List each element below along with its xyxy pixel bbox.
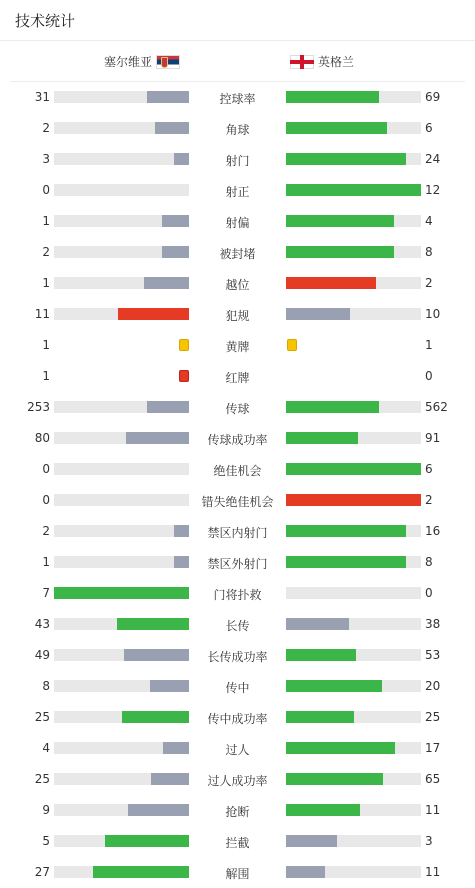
yellow-card-icon <box>179 339 189 351</box>
stat-label: 抢断 <box>225 805 250 819</box>
stat-label: 越位 <box>225 278 250 292</box>
home-stat-track <box>54 401 189 413</box>
away-stat-value: 20 <box>425 679 441 693</box>
stat-label: 禁区内射门 <box>207 526 268 540</box>
away-stat-track <box>286 308 421 320</box>
away-stat-track <box>286 432 421 444</box>
stat-label: 被封堵 <box>219 247 256 261</box>
away-stat-track <box>286 587 421 599</box>
stat-row <box>0 609 475 640</box>
away-stat-value: 65 <box>425 772 441 786</box>
away-stat-value: 16 <box>425 524 441 538</box>
away-stat-bar <box>286 91 379 103</box>
stat-row <box>0 795 475 826</box>
away-stat-track <box>286 835 421 847</box>
stat-row <box>0 857 475 888</box>
home-stat-track <box>54 246 189 258</box>
away-stat-value: 53 <box>425 648 441 662</box>
away-stat-bar <box>286 835 337 847</box>
home-stat-bar <box>162 246 189 258</box>
stat-row <box>0 516 475 547</box>
stat-row <box>0 485 475 516</box>
home-stat-value: 2 <box>42 121 50 135</box>
stats-header <box>0 0 475 41</box>
home-stat-value: 9 <box>42 803 50 817</box>
home-stat-bar <box>124 649 189 661</box>
away-stat-value: 4 <box>425 214 433 228</box>
away-stat-track <box>286 215 421 227</box>
stat-row <box>0 764 475 795</box>
away-stat-track <box>286 494 421 506</box>
home-stat-bar <box>174 556 189 568</box>
stat-row <box>0 454 475 485</box>
home-stat-bar <box>150 680 189 692</box>
away-stat-bar <box>286 804 360 816</box>
home-stat-value: 7 <box>42 586 50 600</box>
home-stat-track <box>54 277 189 289</box>
stat-label: 传球 <box>225 402 250 416</box>
stat-label: 解围 <box>225 867 250 881</box>
away-stat-bar <box>286 153 406 165</box>
home-stat-track <box>54 649 189 661</box>
stat-row <box>0 237 475 268</box>
stats-list <box>0 82 475 888</box>
away-stat-bar <box>286 184 421 196</box>
away-stat-value: 562 <box>425 400 448 414</box>
away-stat-bar <box>286 215 394 227</box>
stat-label: 禁区外射门 <box>207 557 268 571</box>
stat-label: 传球成功率 <box>207 433 268 447</box>
home-stat-track <box>54 184 189 196</box>
away-stat-bar <box>286 866 325 878</box>
away-stat-track <box>286 649 421 661</box>
stat-row <box>0 547 475 578</box>
away-stat-value: 11 <box>425 803 441 817</box>
stat-row <box>0 702 475 733</box>
away-stat-value: 17 <box>425 741 441 755</box>
away-team <box>290 53 354 70</box>
home-stat-value: 4 <box>42 741 50 755</box>
home-stat-value: 1 <box>42 214 50 228</box>
home-stat-value: 1 <box>42 555 50 569</box>
home-stat-track <box>54 494 189 506</box>
home-stat-value: 25 <box>34 710 50 724</box>
away-stat-track <box>286 680 421 692</box>
home-stat-bar <box>144 277 189 289</box>
home-stat-track <box>54 711 189 723</box>
home-stat-bar <box>163 742 189 754</box>
stat-label: 长传成功率 <box>207 650 268 664</box>
away-stat-bar <box>286 246 394 258</box>
stat-label: 错失绝佳机会 <box>201 495 274 509</box>
stat-row <box>0 733 475 764</box>
away-stat-track <box>286 277 421 289</box>
away-stat-track <box>286 556 421 568</box>
away-team-name: 英格兰 <box>318 55 355 69</box>
stat-label: 过人 <box>225 743 250 757</box>
away-stat-bar <box>286 556 406 568</box>
away-stat-bar <box>286 277 376 289</box>
home-stat-track <box>54 308 189 320</box>
stat-row <box>0 82 475 113</box>
away-stat-track <box>286 866 421 878</box>
away-stat-track <box>286 401 421 413</box>
away-stat-track <box>286 525 421 537</box>
stat-row <box>0 392 475 423</box>
away-stat-bar <box>286 742 395 754</box>
home-stat-bar <box>147 91 189 103</box>
away-stat-value: 24 <box>425 152 441 166</box>
away-stat-track <box>286 184 421 196</box>
home-stat-value: 43 <box>34 617 50 631</box>
home-stat-bar <box>105 835 189 847</box>
home-stat-bar <box>126 432 189 444</box>
home-stat-track <box>54 804 189 816</box>
home-stat-bar <box>118 308 189 320</box>
home-stat-value: 8 <box>42 679 50 693</box>
away-stat-value: 38 <box>425 617 441 631</box>
stat-label: 射正 <box>225 185 250 199</box>
home-stat-track <box>54 463 189 475</box>
yellow-card-icon <box>287 339 297 351</box>
home-stat-value: 253 <box>27 400 50 414</box>
home-stat-value: 3 <box>42 152 50 166</box>
home-stat-track <box>54 525 189 537</box>
stat-row <box>0 113 475 144</box>
home-stat-value: 31 <box>34 90 50 104</box>
stat-label: 角球 <box>225 123 250 137</box>
home-stat-bar <box>174 153 189 165</box>
home-stat-bar <box>155 122 189 134</box>
home-stat-value: 1 <box>42 276 50 290</box>
away-stat-value: 91 <box>425 431 441 445</box>
away-stat-value: 12 <box>425 183 441 197</box>
stat-row <box>0 578 475 609</box>
away-stat-bar <box>286 649 356 661</box>
stat-row <box>0 330 475 361</box>
home-stat-bar <box>147 401 189 413</box>
red-card-icon <box>179 370 189 382</box>
away-stat-bar <box>286 494 421 506</box>
stat-label: 控球率 <box>219 92 256 106</box>
stat-row <box>0 144 475 175</box>
away-stat-value: 0 <box>425 586 433 600</box>
home-stat-track <box>54 835 189 847</box>
away-stat-track <box>286 153 421 165</box>
away-stat-bar <box>286 525 406 537</box>
home-stat-value: 27 <box>34 865 50 879</box>
home-stat-bar <box>122 711 190 723</box>
stat-label: 黄牌 <box>225 340 250 354</box>
away-stat-bar <box>286 401 379 413</box>
away-stat-track <box>286 122 421 134</box>
stat-label: 拦截 <box>225 836 250 850</box>
away-stat-bar <box>286 308 350 320</box>
away-stat-track <box>286 246 421 258</box>
stat-label: 绝佳机会 <box>213 464 262 478</box>
away-stat-value: 6 <box>425 462 433 476</box>
away-stat-bar <box>286 122 387 134</box>
home-stat-bar <box>117 618 189 630</box>
home-stat-track <box>54 215 189 227</box>
home-stat-value: 2 <box>42 245 50 259</box>
away-stat-value: 10 <box>425 307 441 321</box>
away-stat-bar <box>286 432 358 444</box>
away-stat-track <box>286 91 421 103</box>
home-stat-bar <box>174 525 189 537</box>
home-stat-track <box>54 432 189 444</box>
away-stat-value: 3 <box>425 834 433 848</box>
away-stat-value: 25 <box>425 710 441 724</box>
home-stat-bar <box>93 866 189 878</box>
serbia-flag-icon <box>156 55 180 69</box>
away-stat-value: 8 <box>425 245 433 259</box>
away-stat-value: 11 <box>425 865 441 879</box>
home-stat-track <box>54 587 189 599</box>
home-stat-value: 25 <box>34 772 50 786</box>
away-stat-track <box>286 773 421 785</box>
home-stat-track <box>54 773 189 785</box>
away-stat-bar <box>286 773 383 785</box>
stat-row <box>0 826 475 857</box>
home-stat-track <box>54 153 189 165</box>
home-stat-track <box>54 742 189 754</box>
away-stat-value: 1 <box>425 338 433 352</box>
home-stat-value: 0 <box>42 462 50 476</box>
away-stat-track <box>286 711 421 723</box>
home-stat-value: 11 <box>34 307 50 321</box>
home-stat-value: 0 <box>42 493 50 507</box>
away-stat-bar <box>286 463 421 475</box>
stat-row <box>0 361 475 392</box>
stat-label: 门将扑救 <box>213 588 262 602</box>
stat-label: 过人成功率 <box>207 774 268 788</box>
away-stat-bar <box>286 618 349 630</box>
stat-label: 射偏 <box>225 216 250 230</box>
stat-row <box>0 268 475 299</box>
home-stat-bar <box>54 587 189 599</box>
away-stat-track <box>286 742 421 754</box>
england-flag-icon <box>290 55 314 69</box>
stat-label: 犯规 <box>225 309 250 323</box>
home-stat-track <box>54 122 189 134</box>
away-stat-bar <box>286 711 354 723</box>
away-stat-value: 2 <box>425 276 433 290</box>
stat-row <box>0 671 475 702</box>
stat-label: 传中 <box>225 681 250 695</box>
stat-row <box>0 640 475 671</box>
away-stat-track <box>286 804 421 816</box>
away-stat-bar <box>286 680 382 692</box>
home-stat-bar <box>128 804 189 816</box>
home-stat-value: 80 <box>34 431 50 445</box>
away-stat-value: 2 <box>425 493 433 507</box>
home-stat-value: 5 <box>42 834 50 848</box>
away-stat-value: 0 <box>425 369 433 383</box>
home-stat-value: 2 <box>42 524 50 538</box>
stat-row <box>0 175 475 206</box>
home-stat-track <box>54 680 189 692</box>
stat-label: 长传 <box>225 619 250 633</box>
away-stat-value: 6 <box>425 121 433 135</box>
home-team <box>104 53 180 70</box>
home-stat-value: 0 <box>42 183 50 197</box>
home-stat-bar <box>162 215 189 227</box>
stat-row <box>0 423 475 454</box>
home-stat-value: 49 <box>34 648 50 662</box>
stat-label: 传中成功率 <box>207 712 268 726</box>
stat-row <box>0 206 475 237</box>
stat-label: 红牌 <box>225 371 250 385</box>
home-stat-track <box>54 866 189 878</box>
away-stat-track <box>286 463 421 475</box>
teams-row <box>10 41 465 82</box>
home-stat-value: 1 <box>42 338 50 352</box>
home-stat-track <box>54 618 189 630</box>
home-stat-value: 1 <box>42 369 50 383</box>
away-stat-value: 69 <box>425 90 441 104</box>
page-title: 技术统计 <box>15 11 76 30</box>
home-stat-bar <box>151 773 189 785</box>
home-team-name: 塞尔维亚 <box>103 55 152 69</box>
stat-row <box>0 299 475 330</box>
away-stat-value: 8 <box>425 555 433 569</box>
away-stat-track <box>286 618 421 630</box>
home-stat-track <box>54 556 189 568</box>
home-stat-track <box>54 91 189 103</box>
stat-label: 射门 <box>225 154 250 168</box>
